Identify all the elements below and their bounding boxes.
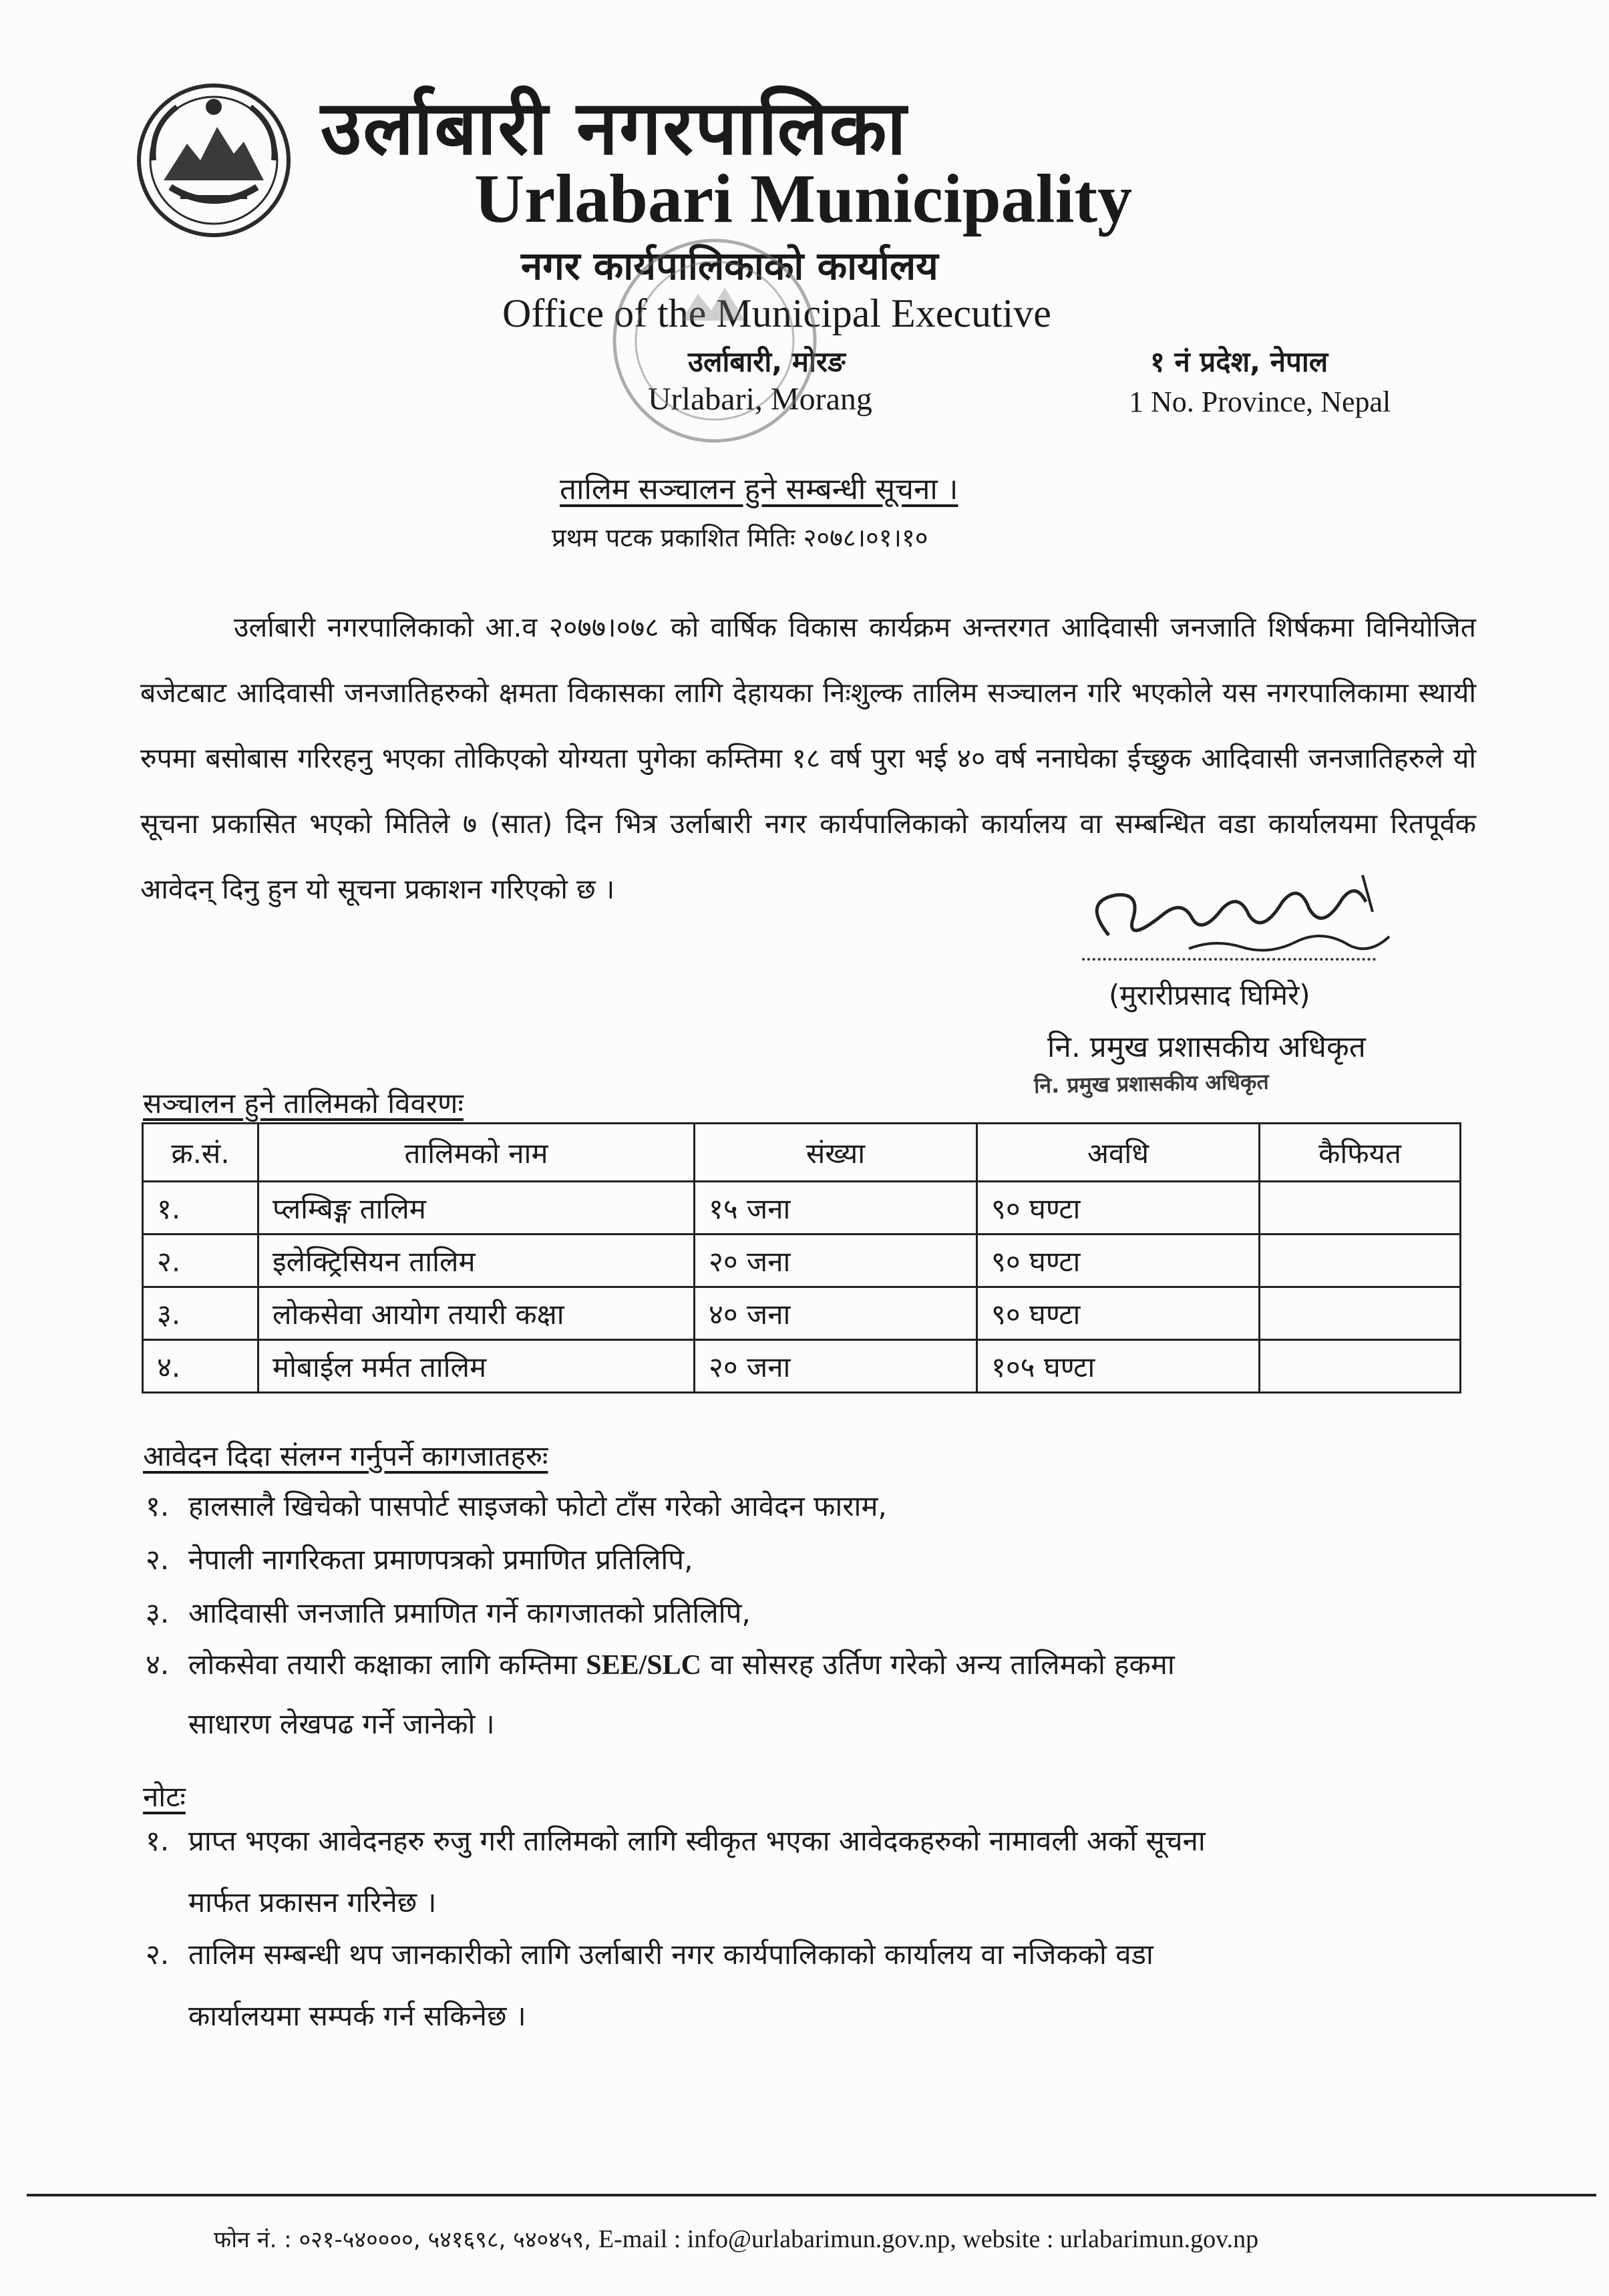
published-date: प्रथम पटक प्रकाशित मितिः २०७८।०१।१० — [552, 523, 928, 552]
signatory-stamp: नि. प्रमुख प्रशासकीय अधिकृत — [1033, 1068, 1270, 1099]
cell-remarks — [1260, 1287, 1461, 1340]
cell-training-name: लोकसेवा आयोग तयारी कक्षा — [258, 1287, 695, 1340]
list-number: १. — [146, 1490, 170, 1522]
header-duration: अवधि — [977, 1124, 1260, 1182]
cell-serial: ४. — [143, 1340, 258, 1393]
list-text: आदिवासी जनजाति प्रमाणित गर्ने कागजातको प्रतिलिपि, — [188, 1597, 751, 1629]
cell-count: २० जना — [695, 1340, 977, 1393]
cell-count: ४० जना — [695, 1287, 977, 1340]
list-item — [146, 1635, 1481, 1754]
list-item — [146, 1540, 693, 1578]
list-text-bold: SEE/SLC — [586, 1650, 701, 1681]
office-title-nepali: नगर कार्यपालिकाको कार्यालय — [521, 243, 938, 289]
notice-body: उर्लाबारी नगरपालिकाको आ.व २०७७।०७८ को वार्षिक विकास कार्यक्रम अन्तरगत आदिवासी जनजाति शिर्षकमा विनियोजित बजेटबाट आदिवासी जनजातिहरुको क्षमता विकासका लागि देहायका निःशुल्क तालिम सञ्चालन गरि भएकोले यस नगरपालिकामा स्थायी रुपमा बसोबास गरिरहनु भएका तोकिएको योग्यता पुगेका कम्तिमा १८ वर्ष पुरा भई ४० वर्ष ननाघेका ईच्छुक आदिवासी जनजातिहरुले यो सूचना प्रकासित भएको मितिले ७ (सात) दिन भित्र उर्लाबारी नगर कार्यपालिकाको कार्यालय वा सम्बन्धित वडा कार्यालयमा रितपूर्वक आवेदन् दिनु हुन यो सूचना प्रकाशन गरिएको छ । — [140, 611, 1476, 905]
signatory-name: (मुरारीप्रसाद घिमिरे) — [1109, 979, 1310, 1011]
footer-email-website: E-mail : info@urlabarimun.gov.np, website : urlabarimun.gov.np — [598, 2225, 1259, 2253]
cell-serial: ३. — [143, 1287, 258, 1340]
province-english: 1 No. Province, Nepal — [1129, 385, 1391, 418]
signature-line — [1082, 958, 1376, 961]
cell-serial: २. — [143, 1235, 258, 1287]
location-nepali: उर्लाबारी, मोरङ — [688, 345, 846, 378]
table-header-row — [143, 1124, 1461, 1182]
list-text: वा सोसरह उर्तिण गरेको अन्य तालिमको हकमा — [710, 1648, 1175, 1681]
list-text: प्राप्त भएका आवेदनहरु रुजु गरी तालिमको लागि स्वीकृत भएका आवेदकहरुको नामावली अर्को सूचना — [188, 1824, 1206, 1857]
header-serial: क्र.सं. — [143, 1124, 258, 1182]
list-item — [146, 1810, 1481, 1933]
table-row — [143, 1287, 1461, 1340]
list-text: तालिम सम्बन्धी थप जानकारीको लागि उर्लाबारी नगर कार्यपालिकाको कार्यालय वा नजिकको वडा — [188, 1938, 1153, 1971]
list-item — [146, 1593, 751, 1631]
notes-section-title: नोटः — [143, 1780, 186, 1813]
cell-training-name: प्लम्बिङ्ग तालिम — [258, 1182, 695, 1235]
table-row — [143, 1182, 1461, 1235]
list-number: १. — [146, 1824, 170, 1857]
footer-divider — [27, 2194, 1596, 2196]
list-text: हालसालै खिचेको पासपोर्ट साइजको फोटो टाँस गरेको आवेदन फाराम, — [188, 1490, 887, 1522]
documents-section-title: आवेदन दिदा संलग्न गर्नुपर्ने कागजातहरुः — [143, 1440, 548, 1472]
office-title-english: Office of the Municipal Executive — [502, 291, 1051, 335]
list-number: ३. — [146, 1597, 170, 1629]
municipality-title-nepali: उर्लाबारी नगरपालिका — [321, 85, 908, 172]
cell-duration: ९० घण्टा — [977, 1235, 1260, 1287]
cell-count: १५ जना — [695, 1182, 977, 1235]
province-nepali: १ नं प्रदेश, नेपाल — [1150, 345, 1328, 378]
list-number: ४. — [146, 1648, 170, 1681]
training-table — [142, 1122, 1461, 1393]
header-count: संख्या — [695, 1124, 977, 1182]
training-section-title: सञ्चालन हुने तालिमको विवरणः — [143, 1087, 464, 1120]
list-text: लोकसेवा तयारी कक्षाका लागि कम्तिमा — [188, 1648, 577, 1681]
cell-training-name: मोबाईल मर्मत तालिम — [258, 1340, 695, 1393]
cell-remarks — [1260, 1182, 1461, 1235]
cell-duration: ९० घण्टा — [977, 1287, 1260, 1340]
list-number: २. — [146, 1543, 170, 1576]
list-item — [146, 1486, 887, 1524]
list-text: नेपाली नागरिकता प्रमाणपत्रको प्रमाणित प्रतिलिपि, — [188, 1543, 693, 1576]
cell-duration: ९० घण्टा — [977, 1182, 1260, 1235]
signatory-title: नि. प्रमुख प्रशासकीय अधिकृत — [1047, 1030, 1366, 1064]
notice-title: तालिम सञ्चालन हुने सम्बन्धी सूचना । — [560, 472, 958, 506]
nepal-emblem-icon — [134, 80, 294, 240]
cell-training-name: इलेक्ट्रिसियन तालिम — [258, 1235, 695, 1287]
list-text: कार्यालयमा सम्पर्क गर्न सकिनेछ । — [188, 1999, 526, 2032]
list-text: साधारण लेखपढ गर्ने जानेको । — [188, 1707, 495, 1740]
footer-contact — [214, 2223, 1258, 2254]
cell-remarks — [1260, 1235, 1461, 1287]
footer-phone: फोन नं. : ०२१-५४००००, ५४१६९८, ५४०४५९, — [214, 2227, 592, 2253]
list-text: मार्फत प्रकासन गरिनेछ । — [188, 1886, 437, 1919]
header-remarks: कैफियत — [1260, 1124, 1461, 1182]
list-number: २. — [146, 1938, 170, 1971]
cell-remarks — [1260, 1340, 1461, 1393]
location-english: Urlabari, Morang — [648, 381, 872, 417]
list-item — [146, 1924, 1481, 2047]
table-row — [143, 1340, 1461, 1393]
cell-count: २० जना — [695, 1235, 977, 1287]
table-row — [143, 1235, 1461, 1287]
municipality-title-english: Urlabari Municipality — [474, 160, 1133, 237]
header-training-name: तालिमको नाम — [258, 1124, 695, 1182]
round-office-seal-icon — [601, 220, 828, 461]
cell-serial: १. — [143, 1182, 258, 1235]
cell-duration: १०५ घण्टा — [977, 1340, 1260, 1393]
